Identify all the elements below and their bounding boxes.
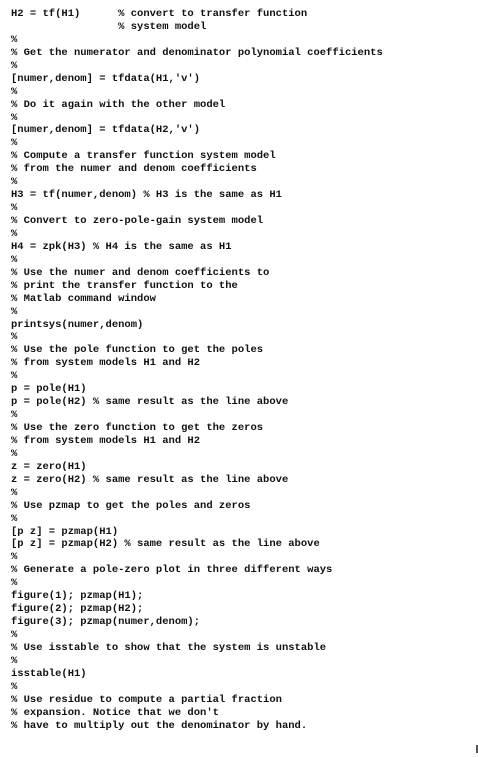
code-line: [numer,denom] = tfdata(H2,'v') bbox=[11, 124, 201, 137]
code-line: H3 = tf(numer,denom) % H3 is the same as H1 bbox=[11, 189, 282, 202]
code-line: % bbox=[11, 33, 18, 46]
code-line: % bbox=[11, 227, 18, 240]
code-line: % Get the numerator and denominator polynomial coefficients bbox=[11, 46, 383, 59]
code-line: % bbox=[11, 370, 18, 383]
code-line: % Use pzmap to get the poles and zeros bbox=[11, 499, 251, 512]
code-listing bbox=[11, 8, 473, 733]
code-line: % bbox=[11, 486, 18, 499]
code-line: % bbox=[11, 137, 18, 150]
code-line: % print the transfer function to the bbox=[11, 279, 238, 292]
code-line: % Matlab command window bbox=[11, 292, 156, 305]
code-line: % have to multiply out the denominator by hand. bbox=[11, 719, 308, 732]
code-line: % Use the pole function to get the poles bbox=[11, 344, 264, 357]
code-line: figure(1); pzmap(H1); bbox=[11, 590, 144, 603]
code-line: [p z] = pzmap(H2) % same result as the line above bbox=[11, 538, 320, 551]
code-line: % bbox=[11, 331, 18, 344]
code-line: % bbox=[11, 551, 18, 564]
code-line: % bbox=[11, 629, 18, 641]
code-line: % expansion. Notice that we don't bbox=[11, 706, 219, 719]
code-line: H2 = tf(H1) % convert to transfer function bbox=[11, 8, 308, 20]
code-line: % from the numer and denom coefficients bbox=[11, 163, 257, 176]
code-line: % bbox=[11, 447, 18, 460]
code-line: % bbox=[11, 85, 18, 98]
code-line: figure(2); pzmap(H2); bbox=[11, 603, 144, 616]
code-line: % bbox=[11, 654, 18, 667]
code-line: % bbox=[11, 111, 18, 124]
code-line: printsys(numer,denom) bbox=[11, 318, 144, 331]
code-line: % Do it again with the other model bbox=[11, 98, 226, 111]
code-line: isstable(H1) bbox=[11, 667, 87, 680]
code-line: figure(3); pzmap(numer,denom); bbox=[11, 616, 201, 629]
code-line: H4 = zpk(H3) % H4 is the same as H1 bbox=[11, 240, 232, 253]
code-line: % Use isstable to show that the system is unstable bbox=[11, 641, 327, 654]
code-line: % Generate a pole-zero plot in three different ways bbox=[11, 564, 333, 577]
code-line: % Use residue to compute a partial fraction bbox=[11, 693, 282, 706]
code-line: p = pole(H2) % same result as the line above bbox=[11, 396, 289, 409]
code-line: % bbox=[11, 305, 18, 318]
code-line: [numer,denom] = tfdata(H1,'v') bbox=[11, 72, 201, 85]
code-line: z = zero(H1) bbox=[11, 460, 87, 473]
code-line: % Convert to zero-pole-gain system model bbox=[11, 215, 264, 227]
code-line: % bbox=[11, 176, 18, 189]
code-line: % bbox=[11, 512, 18, 525]
code-line: % bbox=[11, 409, 18, 422]
code-line: % system model bbox=[11, 20, 207, 33]
code-line: [p z] = pzmap(H1) bbox=[11, 525, 119, 538]
code-line: % Compute a transfer function system model bbox=[11, 150, 276, 163]
code-line: % bbox=[11, 253, 18, 266]
code-line: % bbox=[11, 59, 18, 72]
code-line: % bbox=[11, 577, 18, 590]
code-line: % from system models H1 and H2 bbox=[11, 357, 201, 370]
code-line: % from system models H1 and H2 bbox=[11, 434, 201, 447]
code-line: z = zero(H2) % same result as the line above bbox=[11, 473, 289, 486]
code-line: % bbox=[11, 202, 18, 215]
code-line: % Use the zero function to get the zeros bbox=[11, 422, 264, 434]
code-line: % bbox=[11, 680, 18, 693]
code-line: % Use the numer and denom coefficients to bbox=[11, 266, 270, 279]
code-line: p = pole(H1) bbox=[11, 383, 87, 396]
